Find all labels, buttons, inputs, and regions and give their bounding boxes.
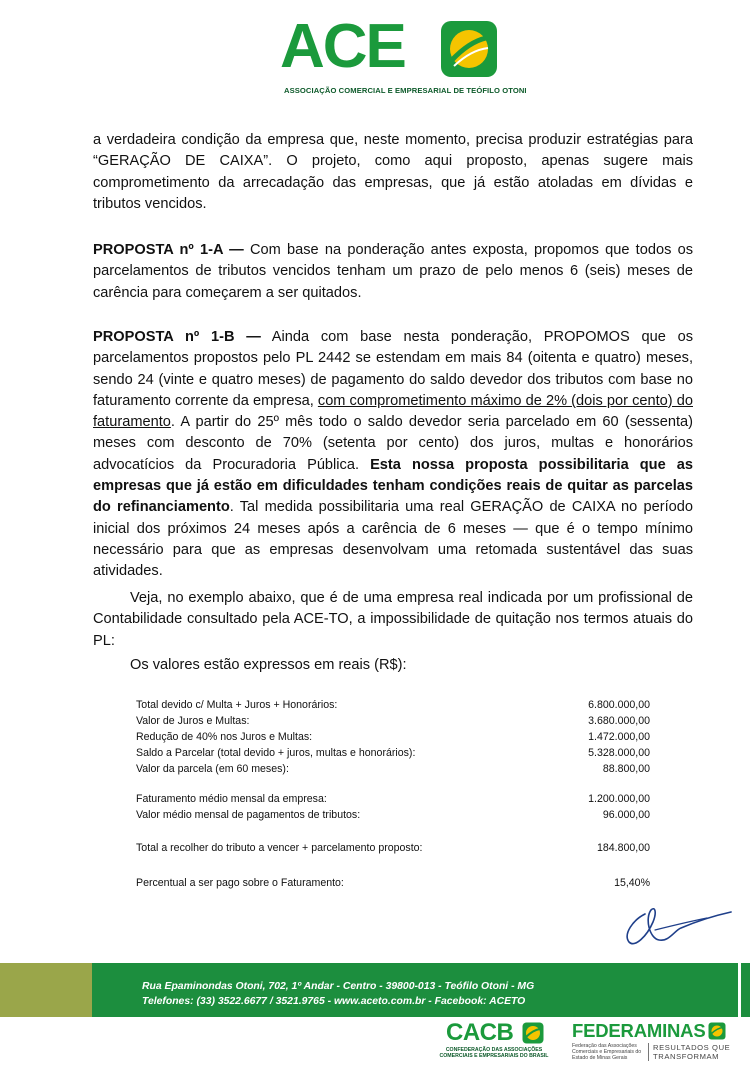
proposta-1b-bold-statement: Esta nossa proposta possibilitaria que as empresas que já estão em dificuldades tenham condições reais de quitar as parcelas do refinanciamento bbox=[93, 456, 693, 516]
paragraph-example: Veja, no exemplo abaixo, que é de uma empresa real indicada por um profissional de Contabilidade consultado pela ACE-TO, a impossibilidade de quitação nos termos atuais do PL: bbox=[93, 590, 693, 649]
proposta-1b-underline: com comprometimento máximo de 2% (dois por cento) do faturamento bbox=[93, 392, 693, 431]
table-row bbox=[136, 791, 650, 807]
federaminas-emblem-icon bbox=[708, 1022, 726, 1040]
paragraph-proposta-1a bbox=[93, 240, 693, 304]
row-label: Percentual a ser pago sobre o Faturamento: bbox=[136, 877, 344, 889]
proposta-1b-text-a: Ainda com base nesta ponderação, PROPOMOS que os parcelamentos propostos pelo PL 2442 se estendam em mais 84 (oitenta e quatro) meses, sendo 24 (vinte e quatro meses) de pagamento do saldo devedor dos tributos com base no faturamento corrente da empresa, bbox=[93, 329, 693, 409]
row-label: Redução de 40% nos Juros e Multas: bbox=[136, 731, 313, 743]
table-row bbox=[136, 713, 650, 729]
proposta-1b-text-b: . A partir do 25º mês todo o saldo devedor seria parcelado em 60 (sessenta) meses com desconto de 70% (setenta por cento) dos juros, multas e honorários advocatícios da Procuradoria Pública. bbox=[93, 414, 693, 473]
proposta-1b-text-c: . Tal medida possibilitaria uma real GERAÇÃO de CAIXA no período inicial dos próximos 24 meses após a carência de 6 meses — que é o tempo mínimo necessário para que as empresas desenvolvam uma retomada sustentável das suas atividades. bbox=[93, 499, 693, 580]
cacb-emblem-icon bbox=[522, 1022, 544, 1044]
table-row bbox=[136, 697, 650, 713]
cacb-logo-subtitle: CONFEDERAÇÃO DAS ASSOCIAÇÕES COMERCIAIS E EMPRESARIAIS DO BRASIL bbox=[439, 1047, 549, 1059]
footer-address: Rua Epaminondas Otoni, 702, 1º Andar - Centro - 39800-013 - Teófilo Otoni - MG bbox=[142, 981, 535, 992]
row-label: Total devido c/ Multa + Juros + Honorários: bbox=[136, 699, 338, 711]
ace-logo-subtitle: ASSOCIAÇÃO COMERCIAL E EMPRESARIAL DE TEÓFILO OTONI bbox=[284, 86, 527, 95]
row-value: 1.472.000,00 bbox=[588, 731, 650, 743]
row-value: 5.328.000,00 bbox=[588, 747, 650, 759]
row-value: 6.800.000,00 bbox=[588, 699, 650, 711]
footer-side-bar bbox=[741, 963, 750, 1017]
paragraph-intro: a verdadeira condição da empresa que, neste momento, precisa produzir estratégias para “GERAÇÃO DE CAIXA”. O projeto, como aqui proposto, apenas sugere mais comprometimento da arrecadação das empresas, que já estão atoladas em dívidas e tributos vencidos. bbox=[93, 132, 693, 212]
ace-logo-word: ACE bbox=[280, 12, 405, 81]
federaminas-tagline: RESULTADOS QUE TRANSFORMAM bbox=[648, 1043, 735, 1061]
row-label: Faturamento médio mensal da empresa: bbox=[136, 793, 327, 805]
ace-emblem-icon bbox=[440, 20, 498, 78]
footer-contact: Telefones: (33) 3522.6677 / 3521.9765 - www.aceto.com.br - Facebook: ACETO bbox=[142, 996, 526, 1007]
row-value: 15,40% bbox=[614, 877, 650, 889]
paragraph-values-note: Os valores estão expressos em reais (R$): bbox=[130, 657, 407, 673]
table-row bbox=[136, 840, 650, 856]
proposta-1b-heading: PROPOSTA nº 1-B — bbox=[93, 329, 261, 345]
table-row bbox=[136, 761, 650, 777]
table-row bbox=[136, 807, 650, 823]
cacb-logo bbox=[438, 1020, 550, 1062]
paragraph-proposta-1b bbox=[93, 327, 693, 583]
signature-image bbox=[615, 900, 735, 950]
proposta-1a-text: Com base na ponderação antes exposta, propomos que todos os parcelamentos de tributos vencidos tenham um prazo de pelo menos 6 (seis) meses de carência para começarem a ser quitados. bbox=[93, 242, 693, 301]
row-label: Saldo a Parcelar (total devido + juros, multas e honorários): bbox=[136, 747, 416, 759]
table-row bbox=[136, 729, 650, 745]
federaminas-logo bbox=[572, 1020, 730, 1064]
row-label: Valor da parcela (em 60 meses): bbox=[136, 763, 289, 775]
footer-olive-block bbox=[0, 963, 92, 1017]
row-value: 1.200.000,00 bbox=[588, 793, 650, 805]
row-value: 184.800,00 bbox=[596, 842, 650, 854]
proposta-1a-heading: PROPOSTA nº 1-A — bbox=[93, 242, 244, 258]
federaminas-subtitle: Federação das Associações Comerciais e Empresariais do Estado de Minas Gerais bbox=[572, 1043, 642, 1061]
federaminas-logo-word: FEDERAMINAS bbox=[572, 1020, 706, 1041]
row-value: 96.000,00 bbox=[602, 809, 650, 821]
row-value: 88.800,00 bbox=[602, 763, 650, 775]
footer-band bbox=[0, 963, 750, 1017]
table-row bbox=[136, 875, 650, 891]
row-label: Total a recolher do tributo a vencer + parcelamento proposto: bbox=[136, 842, 423, 854]
ace-logo bbox=[280, 12, 527, 102]
values-table bbox=[136, 697, 650, 891]
row-label: Valor de Juros e Multas: bbox=[136, 715, 250, 727]
row-value: 3.680.000,00 bbox=[588, 715, 650, 727]
row-label: Valor médio mensal de pagamentos de tributos: bbox=[136, 809, 361, 821]
table-row bbox=[136, 745, 650, 761]
cacb-logo-word: CACB bbox=[446, 1019, 514, 1046]
